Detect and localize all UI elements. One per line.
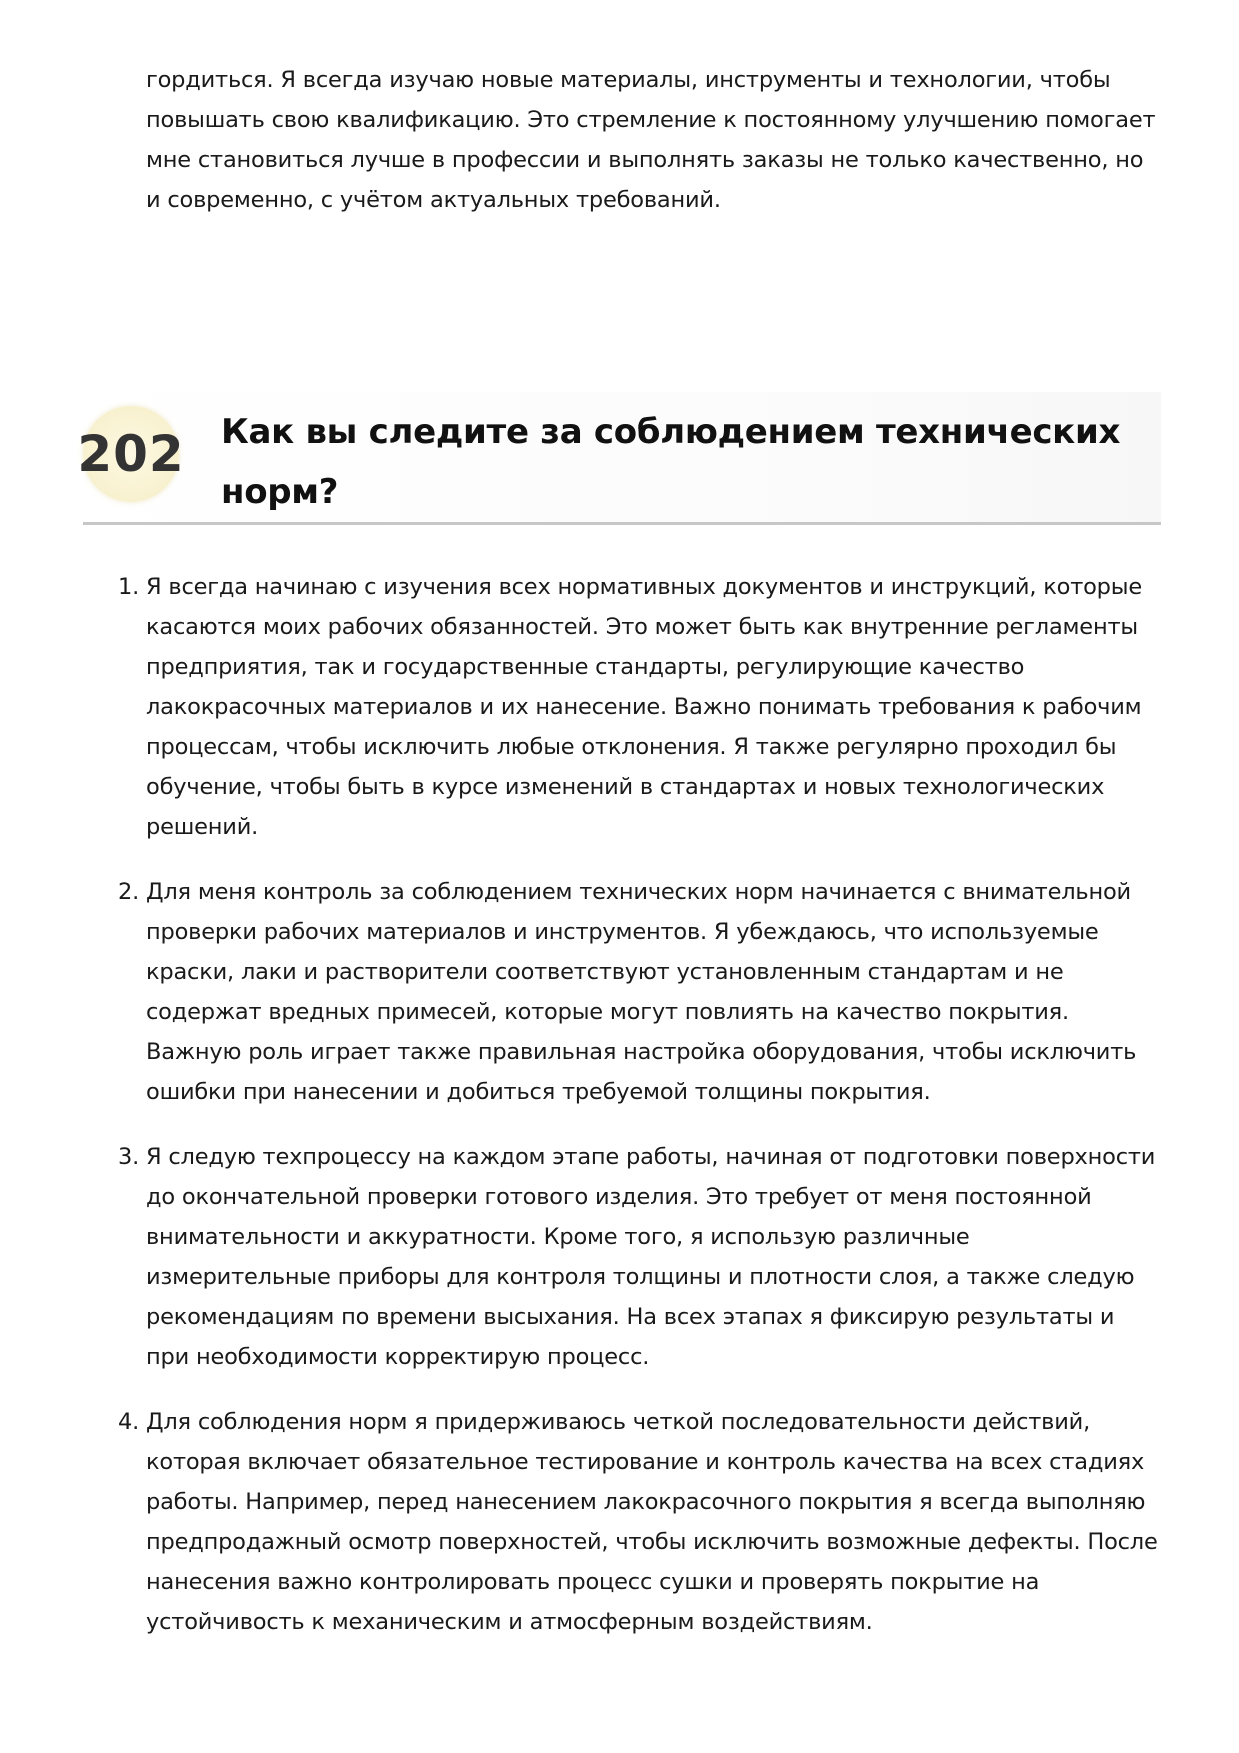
question-number-badge: 202 <box>83 406 179 502</box>
answer-item <box>118 872 1158 1112</box>
question-title: Как вы следите за соблюдением технических норм? <box>221 412 1121 512</box>
answer-item <box>118 1137 1158 1377</box>
answer-text: Для соблюдения норм я придерживаюсь четкой последовательности действий, которая включает обязательное тестирование и контроль качества на всех стадиях работы. Например, перед нанесением лакокрасочного покрытия я всегда выполняю предпродажный осмотр поверхностей, чтобы исключить возможные дефекты. После нанесения важно контролировать процесс сушки и проверять покрытие на устойчивость к механическим и атмосферным воздействиям. <box>146 1409 1158 1635</box>
answer-number: 4. <box>118 1409 140 1435</box>
answer-text: Для меня контроль за соблюдением технических норм начинается с внимательной проверки рабочих материалов и инструментов. Я убеждаюсь, что используемые краски, лаки и растворители соответствуют установленным стандартам и не содержат вредных примесей, которые могут повлиять на качество покрытия. Важную роль играет также правильная настройка оборудования, чтобы исключить ошибки при нанесении и добиться требуемой толщины покрытия. <box>146 879 1137 1105</box>
answer-list <box>118 567 1158 1667</box>
answer-text: Я следую техпроцессу на каждом этапе работы, начиная от подготовки поверхности до окончательной проверки готового изделия. Это требует от меня постоянной внимательности и аккуратности. Кроме того, я использую различные измерительные приборы для контроля толщины и плотности слоя, а также следую рекомендациям по времени высыхания. На всех этапах я фиксирую результаты и при необходимости корректирую процесс. <box>146 1144 1156 1370</box>
intro-paragraph: гордиться. Я всегда изучаю новые материалы, инструменты и технологии, чтобы повышать свою квалификацию. Это стремление к постоянному улучшению помогает мне становиться лучше в профессии и выполнять заказы не только качественно, но и современно, с учётом актуальных требований. <box>146 67 1156 213</box>
answer-number: 3. <box>118 1144 140 1170</box>
answer-number: 2. <box>118 879 140 905</box>
answer-item <box>118 567 1158 847</box>
answer-number: 1. <box>118 574 140 600</box>
answer-text: Я всегда начинаю с изучения всех нормативных документов и инструкций, которые касаются моих рабочих обязанностей. Это может быть как внутренние регламенты предприятия, так и государственные стандарты, регулирующие качество лакокрасочных материалов и их нанесение. Важно понимать требования к рабочим процессам, чтобы исключить любые отклонения. Я также регулярно проходил бы обучение, чтобы быть в курсе изменений в стандартах и новых технологических решений. <box>146 574 1142 840</box>
question-header <box>77 392 1161 525</box>
answer-item <box>118 1402 1158 1642</box>
